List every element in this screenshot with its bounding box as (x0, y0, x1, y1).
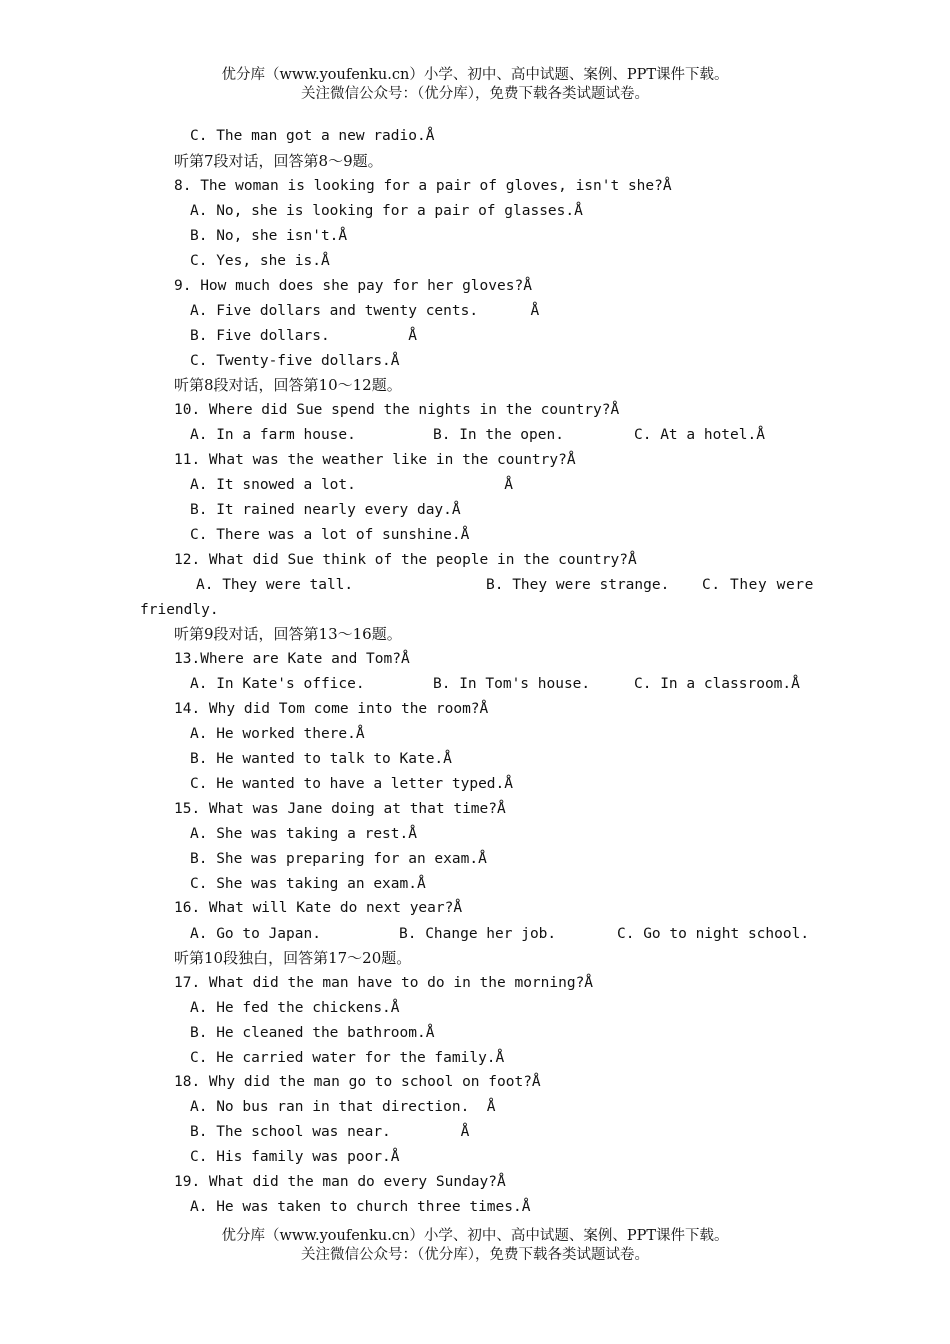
option-15b: B. She was preparing for an exam.Å (190, 851, 487, 867)
option-9b: B. Five dollars. Å (190, 328, 417, 344)
option-16b: B. Change her job. (399, 926, 557, 942)
question-13: 13.Where are Kate and Tom?Å (174, 651, 410, 667)
option-9c: C. Twenty-five dollars.Å (190, 353, 400, 369)
option-9a: A. Five dollars and twenty cents. Å (190, 303, 540, 319)
option-13b: B. In Tom's house. (433, 676, 591, 692)
option-10b: B. In the open. (433, 427, 564, 443)
option-12b: B. They were strange. (486, 577, 670, 593)
option-8c: C. Yes, she is.Å (190, 253, 330, 269)
question-16: 16. What will Kate do next year?Å (174, 900, 463, 916)
option-18a: A. No bus ran in that direction. Å (190, 1099, 496, 1115)
option-14a: A. He worked there.Å (190, 726, 365, 742)
page-footer (0, 1227, 950, 1265)
question-15: 15. What was Jane doing at that time?Å (174, 801, 506, 817)
option-11b: B. It rained nearly every day.Å (190, 502, 461, 518)
option-13a: A. In Kate's office. (190, 676, 365, 692)
question-19: 19. What did the man do every Sunday?Å (174, 1174, 506, 1190)
section-8-heading: 听第8段对话，回答第10～12题。 (174, 376, 402, 394)
option-8a: A. No, she is looking for a pair of glasses.Å (190, 203, 583, 219)
question-18: 18. Why did the man go to school on foot?Å (174, 1074, 541, 1090)
section-7-heading: 听第7段对话，回答第8～9题。 (174, 152, 383, 170)
option-8b: B. No, she isn't.Å (190, 228, 348, 244)
option-12a: A. They were tall. (196, 577, 354, 593)
footer-line-2: 关注微信公众号：（优分库），免费下载各类试题试卷。 (301, 1247, 649, 1263)
option-11a: A. It snowed a lot. Å (190, 477, 514, 493)
header-line-2: 关注微信公众号：（优分库），免费下载各类试题试卷。 (301, 86, 649, 102)
header-line-1: 优分库（www.youfenku.cn）小学、初中、高中试题、案例、PPT课件下载。 (221, 67, 729, 83)
option-18c: C. His family was poor.Å (190, 1149, 400, 1165)
option-16a: A. Go to Japan. (190, 926, 321, 942)
option-15c: C. She was taking an exam.Å (190, 876, 426, 892)
option-16c: C. Go to night school. (617, 926, 810, 942)
question-17: 17. What did the man have to do in the morning?Å (174, 975, 594, 991)
option-15a: A. She was taking a rest.Å (190, 826, 417, 842)
question-10: 10. Where did Sue spend the nights in the country?Å (174, 402, 620, 418)
question-12: 12. What did Sue think of the people in the country?Å (174, 552, 637, 568)
question-8: 8. The woman is looking for a pair of gloves, isn't she?Å (174, 178, 672, 194)
option-17a: A. He fed the chickens.Å (190, 1000, 400, 1016)
footer-line-1: 优分库（www.youfenku.cn）小学、初中、高中试题、案例、PPT课件下载。 (221, 1228, 729, 1244)
option-17c: C. He carried water for the family.Å (190, 1050, 505, 1066)
section-10-heading: 听第10段独白，回答第17～20题。 (174, 949, 412, 967)
question-14: 14. Why did Tom come into the room?Å (174, 701, 489, 717)
option-14b: B. He wanted to talk to Kate.Å (190, 751, 452, 767)
option-10a: A. In a farm house. (190, 427, 356, 443)
option-7c: C. The man got a new radio.Å (190, 128, 435, 144)
option-14c: C. He wanted to have a letter typed.Å (190, 776, 514, 792)
option-17b: B. He cleaned the bathroom.Å (190, 1025, 435, 1041)
page-header (0, 66, 950, 104)
option-18b: B. The school was near. Å (190, 1124, 470, 1140)
option-10c: C. At a hotel.Å (634, 427, 765, 443)
option-12c: C. They were (702, 577, 814, 593)
question-9: 9. How much does she pay for her gloves?Å (174, 278, 532, 294)
option-11c: C. There was a lot of sunshine.Å (190, 527, 470, 543)
option-19a: A. He was taken to church three times.Å (190, 1199, 531, 1215)
section-9-heading: 听第9段对话，回答第13～16题。 (174, 625, 402, 643)
option-12c-continued: friendly. (140, 602, 219, 618)
option-13c: C. In a classroom.Å (634, 676, 800, 692)
question-11: 11. What was the weather like in the country?Å (174, 452, 576, 468)
